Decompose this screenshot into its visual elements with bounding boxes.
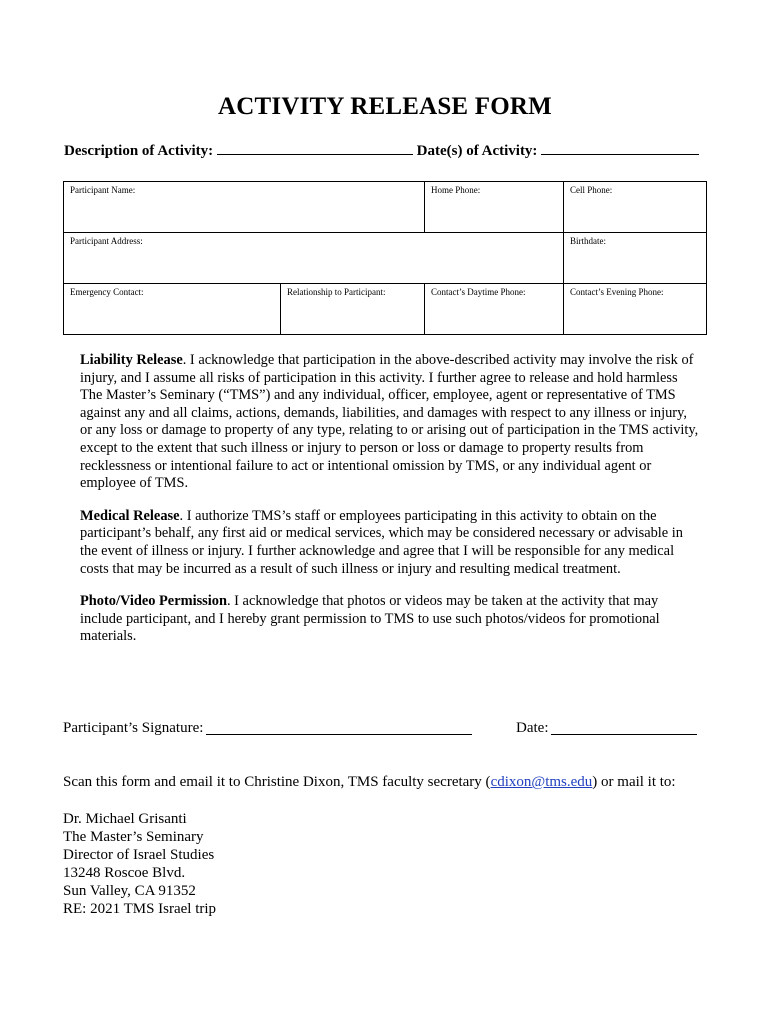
liability-release-paragraph (80, 352, 700, 493)
signature-field[interactable] (206, 734, 472, 735)
dates-label: Date(s) of Activity: (416, 143, 538, 159)
activity-header (64, 140, 699, 160)
address-line: 13248 Roscoe Blvd. (63, 865, 186, 881)
relationship-field[interactable] (281, 284, 425, 335)
photo-permission-paragraph (80, 593, 700, 646)
medical-release-paragraph (80, 508, 700, 578)
instructions-after: ) or mail it to: (592, 774, 676, 790)
cell-phone-label: Cell Phone: (570, 185, 613, 195)
liability-heading: Liability Release (80, 352, 183, 368)
address-line: Director of Israel Studies (63, 847, 215, 863)
form-title: ACTIVITY RELEASE FORM (218, 93, 552, 120)
medical-text: . I authorize TMS’s staff or employees participating in this activity to obtain on the participant’s behalf, any first aid or medical services, which may be considered necessary or advisable in the event of illness or injury. I further acknowledge and agree that I will be responsible for any medical costs that may be incurred as a result of such illness or injury and resulting medical treatment. (80, 507, 683, 577)
home-phone-label: Home Phone: (431, 185, 481, 195)
home-phone-field[interactable] (425, 182, 564, 233)
liability-text: . I acknowledge that participation in the above-described activity may involve the risk of injury, and I assume all risks of participation in this activity. I further agree to release and hold harmless The Master’s Seminary (“TMS”) and any individual, officer, employee, agent or representative of TMS against any and all claims, actions, demands, liabilities, and damages with respect to any illness or injury, or any loss or damage to property of any type, relating to or arising out of participation in the TMS activity, except to the extent that such illness or injury to person or loss or damage to property results from recklessness or intentional failure to act or intentional omission by TMS, or any individual agent or employee of TMS. (80, 352, 699, 492)
address-line: Dr. Michael Grisanti (63, 811, 187, 827)
cell-phone-field[interactable] (564, 182, 707, 233)
emergency-contact-field[interactable] (64, 284, 281, 335)
date-field[interactable] (551, 734, 697, 735)
evening-phone-label: Contact’s Evening Phone: (570, 287, 664, 297)
participant-address-field[interactable] (64, 233, 564, 284)
birthdate-label: Birthdate: (570, 236, 607, 246)
release-terms (80, 352, 700, 661)
photo-heading: Photo/Video Permission (80, 593, 227, 610)
address-line: Sun Valley, CA 91352 (63, 883, 196, 899)
address-line: The Master’s Seminary (63, 829, 204, 845)
participant-info-table (63, 181, 707, 335)
address-line: RE: 2021 TMS Israel trip (63, 901, 217, 917)
participant-address-label: Participant Address: (70, 236, 143, 246)
mailing-address (63, 810, 216, 918)
description-label: Description of Activity: (64, 143, 214, 159)
birthdate-field[interactable] (564, 233, 707, 284)
description-field[interactable] (217, 140, 413, 155)
daytime-phone-label: Contact’s Daytime Phone: (431, 287, 526, 297)
participant-name-label: Participant Name: (70, 185, 136, 195)
daytime-phone-field[interactable] (425, 284, 564, 335)
emergency-contact-label: Emergency Contact: (70, 287, 144, 297)
medical-heading: Medical Release (80, 507, 180, 524)
email-link[interactable]: cdixon@tms.edu (490, 774, 593, 790)
relationship-label: Relationship to Participant: (287, 287, 386, 297)
signature-label: Participant’s Signature: (63, 720, 204, 736)
instructions-before: Scan this form and email it to Christine Dixon, TMS faculty secretary ( (63, 774, 491, 790)
submission-instructions (63, 774, 676, 791)
participant-name-field[interactable] (64, 182, 425, 233)
date-label: Date: (516, 720, 549, 736)
evening-phone-field[interactable] (564, 284, 707, 335)
dates-field[interactable] (541, 140, 699, 155)
photo-text: . I acknowledge that photos or videos may be taken at the activity that may include participant, and I hereby grant permission to TMS to use such photos/videos for promotional materials. (80, 593, 660, 645)
